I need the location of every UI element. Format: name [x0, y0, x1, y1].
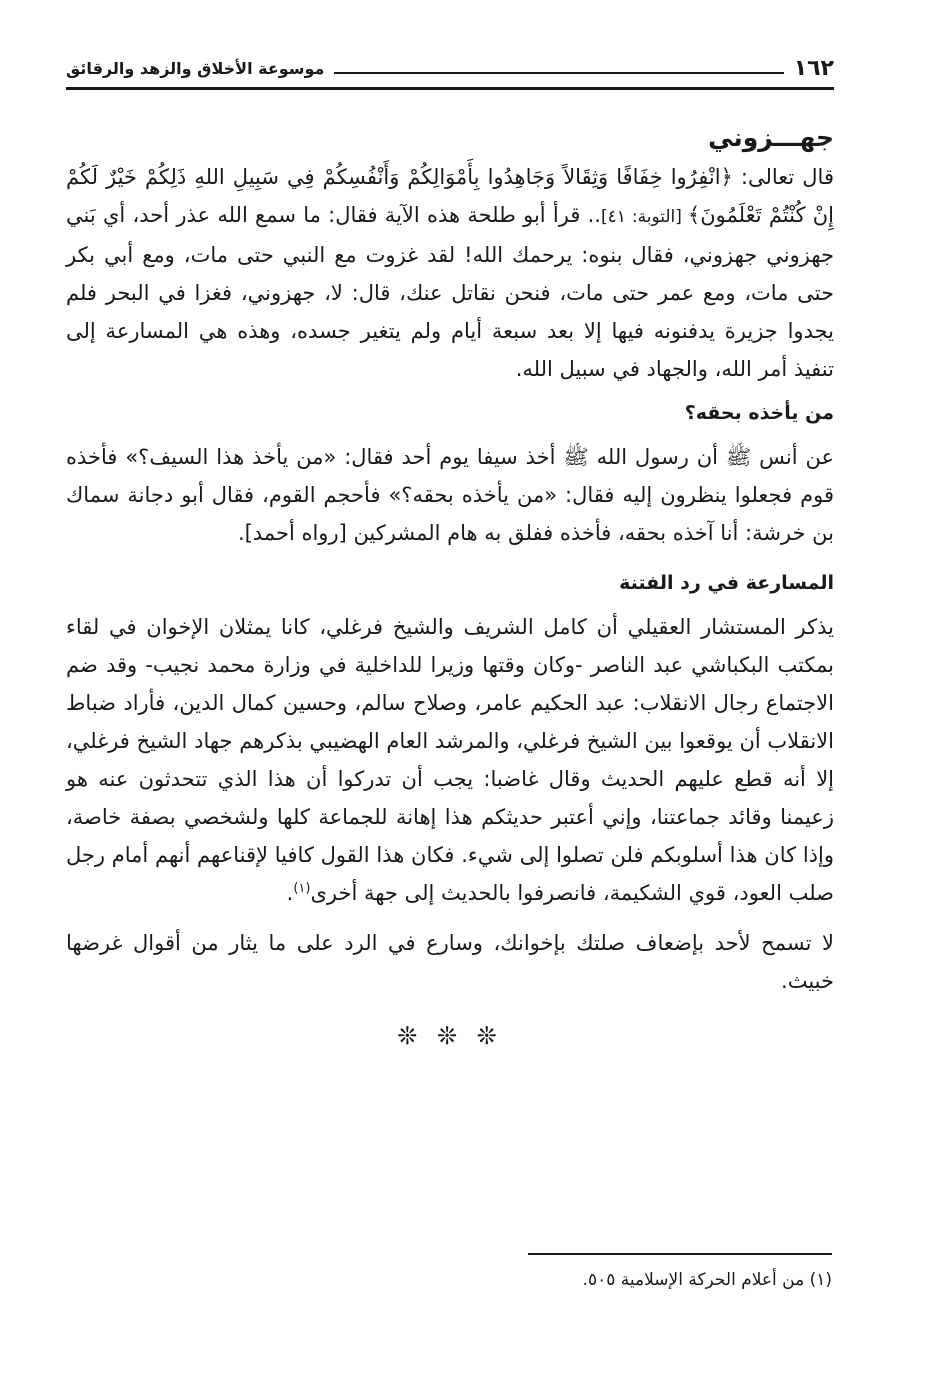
header-rule: [66, 87, 834, 90]
footnote-rule: [528, 1253, 832, 1255]
quote-intro: قال تعالى:: [732, 165, 834, 189]
paragraph-end: .: [286, 881, 294, 905]
paragraph-sedition: [66, 608, 834, 912]
section-separator: ❊ ❊ ❊: [397, 1022, 503, 1050]
footnote: (١) من أعلام الحركة الإسلامية ٥٠٥.: [582, 1270, 832, 1290]
paragraph-who-takes-it: عن أنس ﷺ أن رسول الله ﷺ أخذ سيفا يوم أحد فقال: «من يأخذ هذا السيف؟» فأخذه قوم فجعلوا ينظرون إليه فقال: «من يأخذه بحقه؟» فأحجم القوم، فقال أبو دجانة سماك بن خرشة: أنا آخذه بحقه، فأخذه ففلق به هام المشركين [رواه أحمد].: [66, 445, 834, 545]
paragraph-advice: لا تسمح لأحد بإضعاف صلتك بإخوانك، وسارع في الرد على ما يثار من أقوال غرضها خبيث.: [66, 931, 834, 993]
paragraph-text: .. قرأ أبو طلحة هذه الآية فقال: ما سمع الله عذر أحد، أي بَني جهزوني جهزوني، فقال بنوه: يرحمك الله! لقد غزوت مع النبي حتى مات، ومع أبي بكر حتى مات، ومع عمر حتى مات، فنحن نقاتل عنك، قال: لا، جهزوني، فغزا في البحر فلم يجدوا جزيرة يدفنونه فيها إلا بعد سبعة أيام ولم يتغير جسده، وهذه هي المسارعة إلى تنفيذ أمر الله، والجهاد في سبيل الله.: [66, 203, 834, 381]
footnote-marker: (١): [293, 881, 311, 896]
section-heading-prepare-me: جهـــزوني: [708, 123, 834, 152]
paragraph-prepare-me: [66, 158, 834, 388]
verse-reference: [التوبة: ٤١]: [600, 207, 688, 227]
section-heading-who-takes-it: من يأخذه بحقه؟: [684, 402, 834, 424]
book-title: موسوعة الأخلاق والزهد والرقائق: [66, 59, 325, 78]
page-number: ١٦٢: [793, 56, 834, 81]
header-line: [334, 72, 783, 74]
section-heading-sedition: المسارعة في رد الفتنة: [619, 572, 834, 594]
page-header: [66, 48, 834, 82]
paragraph-text: يذكر المستشار العقيلي أن كامل الشريف والشيخ فرغلي، كانا يمثلان الإخوان في لقاء بمكتب البكباشي عبد الناصر -وكان وقتها وزيرا للداخلية في وزارة محمد نجيب- وقد ضم الاجتماع رجال الانقلاب: عبد الحكيم عامر، وصلاح سالم، وحسين كمال الدين، فأراد ضباط الانقلاب أن يوقعوا بين الشيخ فرغلي، والمرشد العام الهضيبي بذكرهم جهاد الشيخ فرغلي، إلا أنه قطع عليهم الحديث وقال غاضبا: يجب أن تدركوا أن هذا الذي تتحدثون عنه هو زعيمنا وقائد جماعتنا، وإني أعتبر حديثكم هذا إهانة للجماعة كلها ولشخصي بصفة خاصة، وإذا كان هذا أسلوبكم فلن تصلوا إلى شيء. فكان هذا القول كافيا لإقناعهم أنهم أمام رجل صلب العود، قوي الشكيمة، فانصرفوا بالحديث إلى جهة أخرى: [66, 615, 834, 905]
page-body: [66, 118, 834, 1050]
quran-verse: ﴿انْفِرُوا خِفَافًا وَثِقَالاً وَجَاهِدُوا بِأَمْوَالِكُمْ وَأَنْفُسِكُمْ فِي سَبِيلِ اللهِ ذَلِكُمْ خَيْرٌ لَكُمْ إِنْ كُنْتُمْ تَعْلَمُونَ﴾: [66, 165, 834, 227]
